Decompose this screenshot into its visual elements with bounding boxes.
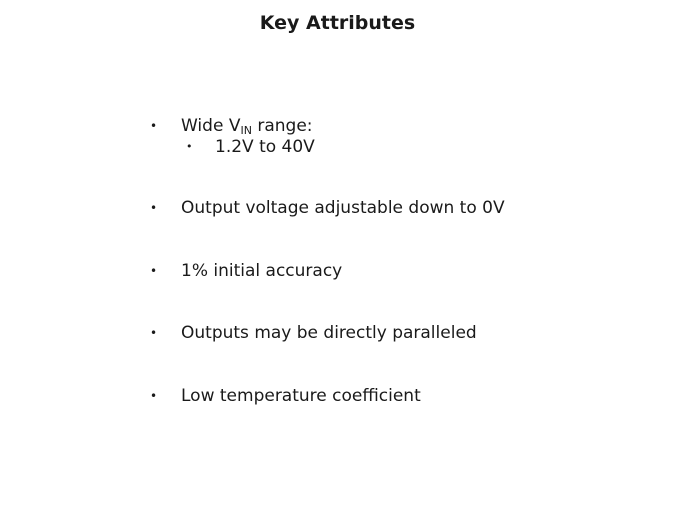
bullet-text-subscript: IN [240,124,252,137]
bullet-item-accuracy [150,260,342,282]
bullet-text: Output voltage adjustable down to 0V [181,198,505,218]
bullet-item-vin-range [150,115,313,137]
slide-title: Key Attributes [259,12,416,34]
sub-bullet-item-voltage-range [186,136,315,158]
bullet-item-temperature [150,385,421,407]
bullet-dot-icon: • [150,264,158,278]
bullet-dot-icon: • [150,119,158,133]
bullet-text: Outputs may be directly paralleled [181,323,477,343]
bullet-text-suffix: range: [251,116,313,136]
sub-bullet-dot-icon: • [186,140,193,153]
bullet-text-prefix: Wide V [181,116,241,136]
bullet-text: Low temperature coefficient [181,386,421,406]
bullet-dot-icon: • [150,389,158,403]
bullet-text: 1% initial accuracy [181,261,343,281]
bullet-dot-icon: • [150,326,158,340]
bullet-item-paralleled [150,322,477,344]
sub-bullet-text: 1.2V to 40V [215,137,315,157]
bullet-dot-icon: • [150,201,158,215]
bullet-item-output-voltage [150,197,505,219]
